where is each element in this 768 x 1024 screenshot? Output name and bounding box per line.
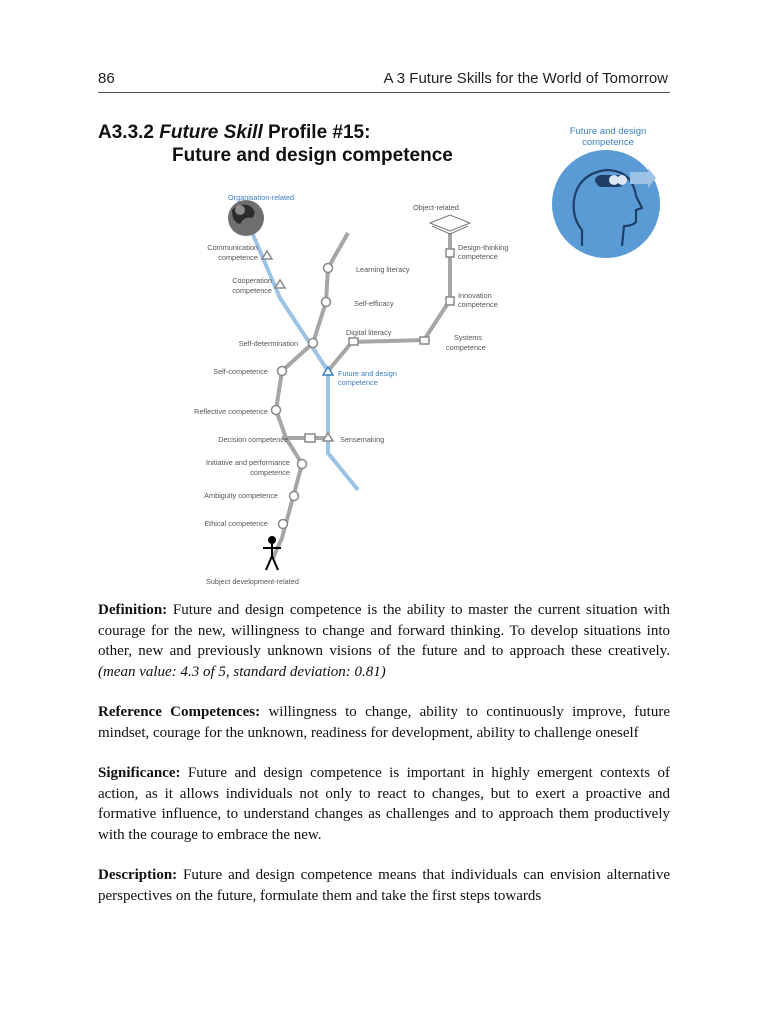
heading-rest: Profile #15: [262,122,371,143]
competence-network-diagram [170,188,540,588]
significance-text: Future and design competence is important in highly emergent contexts of action, as it allows individuals not only to react to changes, but to exert a proactive and formative influence, to understand changes as challenges and to approach them productively with the courage to embrace the new. [98,765,670,843]
badge-label [552,126,664,148]
label-future-design: Future and design [338,369,397,378]
label-initiative: Initiative and performance [206,458,290,467]
label-digital-literacy: Digital literacy [346,328,392,337]
label-design-thinking-2: competence [458,252,498,261]
heading-italic: Future Skill [159,122,263,143]
person-icon [263,536,281,570]
significance-label: Significance: [98,765,181,781]
label-learning-literacy: Learning literacy [356,265,410,274]
label-communication: Communication [207,243,258,252]
label-design-thinking: Design-thinking [458,243,509,252]
label-initiative-2: competence [250,468,290,477]
label-self-competence: Self-competence [213,367,268,376]
reference-paragraph [98,702,670,743]
section-heading [98,122,370,144]
label-sensemaking: Sensemaking [340,435,385,444]
skill-badge [552,150,660,258]
significance-paragraph [98,763,670,845]
label-communication-2: competence [218,253,258,262]
header-rule [98,92,670,93]
description-paragraph [98,865,670,906]
label-systems: Systems [454,333,482,342]
label-innovation: Innovation [458,291,492,300]
reference-text: willingness to change, ability to continuously improve, future mindset, courage for the unknown, readiness for development, ability to challenge oneself [98,704,670,741]
definition-paragraph [98,600,670,682]
head-with-binoculars-icon [552,150,660,258]
stations [262,249,454,529]
box-icon [430,215,470,234]
page-number: 86 [98,70,115,87]
badge-label-line1: Future and design [569,126,647,137]
label-decision: Decision competence [218,435,288,444]
label-future-design-2: competence [338,378,378,387]
label-organisation-related: Organisation-related [228,193,295,202]
label-self-efficacy: Self-efficacy [354,299,394,308]
label-systems-2: competence [446,343,486,352]
description-text: Future and design competence means that individuals can envision alternative perspectives on the future, formulate them and take the first steps towards [98,867,670,904]
running-head: A 3 Future Skills for the World of Tomorrow [383,70,668,87]
label-innovation-2: competence [458,300,498,309]
section-heading-line2: Future and design competence [172,145,453,166]
heading-number: A3.3.2 [98,122,160,143]
reference-label: Reference Competences: [98,704,261,720]
globe-icon [228,200,264,236]
label-subject-related: Subject development-related [206,577,299,586]
definition-label: Definition: [98,602,168,618]
definition-text: Future and design competence is the ability to master the current situation with courage for the new, willingness to change and forward thinking. To develop situations into other, new and previously unknown visions of the future and to approach these creatively. [98,602,670,659]
definition-mean: (mean value: 4.3 of 5, standard deviation: 0.81) [98,663,386,680]
label-cooperation-2: competence [232,286,272,295]
subject-line [273,233,348,558]
label-self-determination: Self-determination [238,339,298,348]
body-text [98,600,670,926]
label-reflective: Reflective competence [194,407,268,416]
description-label: Description: [98,867,178,883]
label-ambiguity: Ambiguity competence [204,491,278,500]
badge-label-line2: competence [582,137,634,148]
label-object-related: Object-related [413,203,459,212]
label-ethical: Ethical competence [204,519,268,528]
label-cooperation: Cooperation [232,276,272,285]
